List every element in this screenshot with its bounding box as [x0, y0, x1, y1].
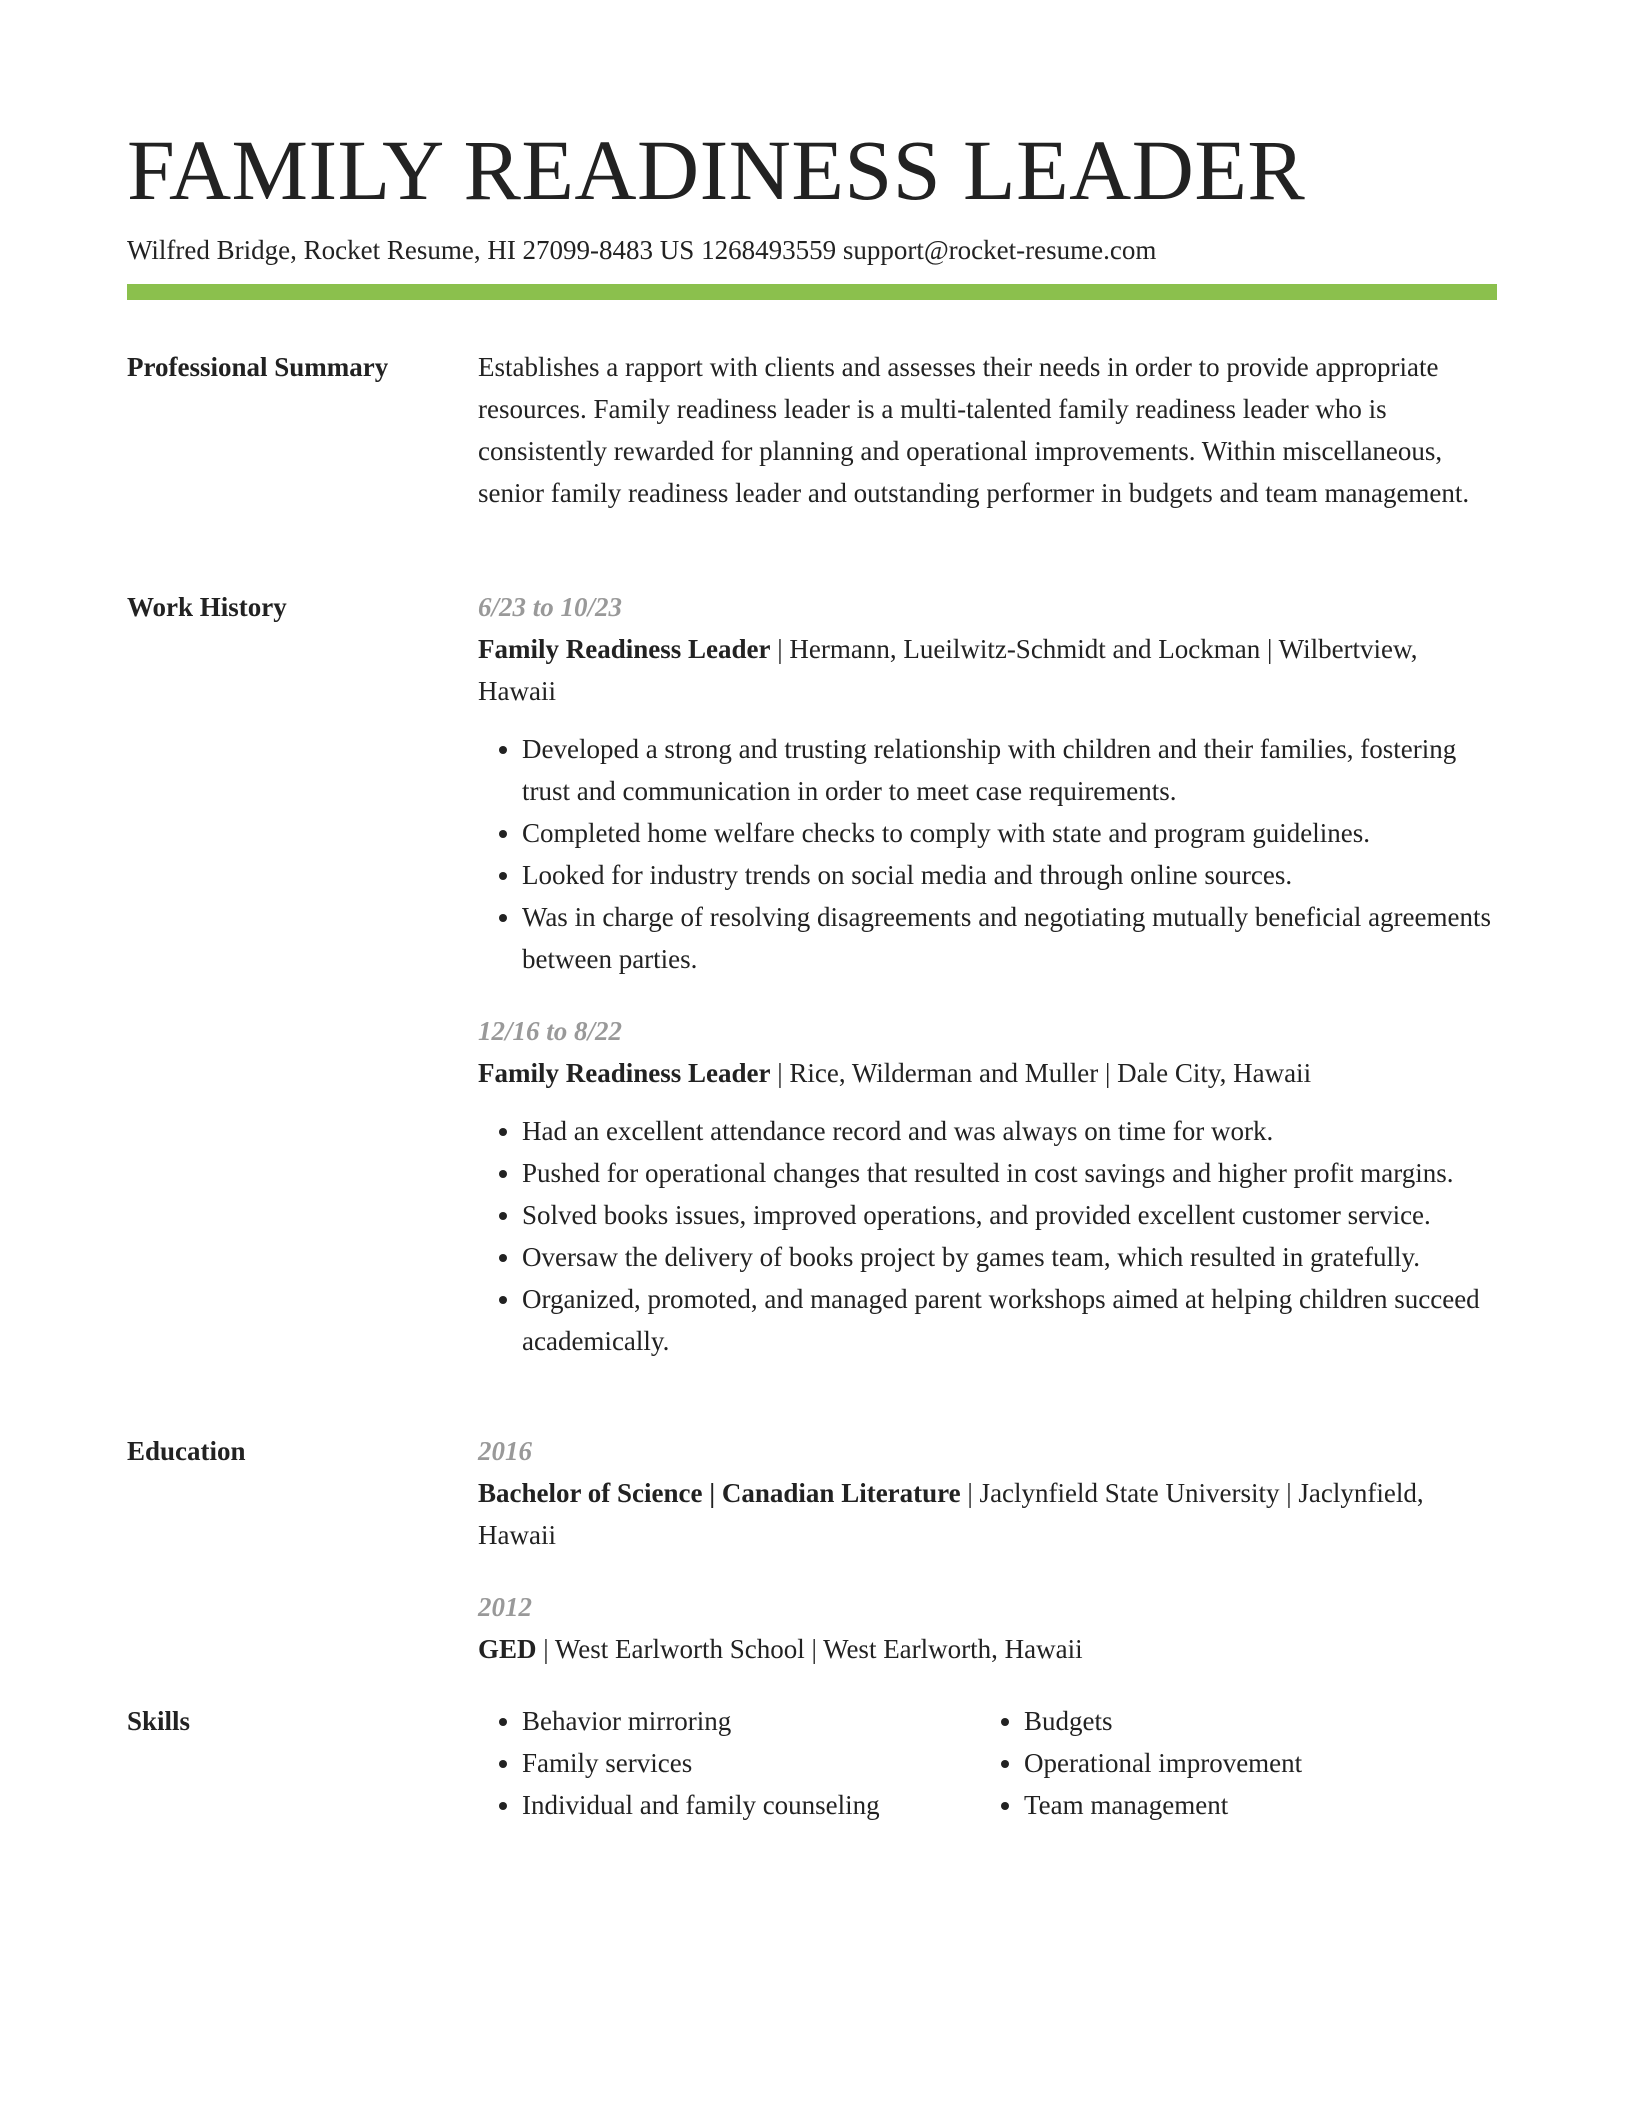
skills-body [478, 1700, 1497, 1826]
job-duty: • Oversaw the delivery of books project by games team, which resulted in gratefully. [522, 1236, 1497, 1278]
skill-item: • Behavior mirroring [522, 1700, 980, 1742]
skills-column-left [478, 1700, 980, 1826]
skills-list [980, 1700, 1482, 1826]
skill-item: • Budgets [1024, 1700, 1482, 1742]
job-employer-location: | Hermann, Lueilwitz-Schmidt and Lockman | Wilbertview, Hawaii [478, 634, 1418, 706]
work-history-body [478, 586, 1497, 1362]
education-heading: Education [127, 1436, 246, 1466]
skill-item: • Individual and family counseling [522, 1784, 980, 1826]
entry-spacer [478, 1556, 1497, 1586]
education-year: 2016 [478, 1436, 532, 1466]
skills-column-right [980, 1700, 1482, 1826]
education-body [478, 1430, 1497, 1670]
job-role-line [478, 628, 1497, 712]
degree-name: GED [478, 1634, 537, 1664]
work-history-heading: Work History [127, 592, 287, 622]
job-title: Family Readiness Leader [478, 634, 771, 664]
job-duties-list [478, 728, 1497, 980]
job-duty: • Was in charge of resolving disagreements and negotiating mutually beneficial agreements between parties. [522, 896, 1497, 980]
accent-divider [127, 284, 1497, 300]
contact-line: Wilfred Bridge, Rocket Resume, HI 27099-8483 US 1268493559 support@rocket-resume.com [127, 235, 1157, 265]
job-dates: 12/16 to 8/22 [478, 1016, 623, 1046]
skills-columns [478, 1700, 1497, 1826]
resume-header [127, 118, 1497, 268]
job-duty: • Pushed for operational changes that resulted in cost savings and higher profit margins. [522, 1152, 1497, 1194]
job-entry [478, 586, 1497, 980]
education-line [478, 1628, 1497, 1670]
job-duty: • Completed home welfare checks to comply with state and program guidelines. [522, 812, 1497, 854]
summary-text: Establishes a rapport with clients and assesses their needs in order to provide appropriate resources. Family readiness leader is a multi-talented family readiness leader who is consistently rewarded for planning and operational improvements. Within miscellaneous, senior family readiness leader and outstanding performer in budgets and team management. [478, 352, 1470, 508]
skills-list [478, 1700, 980, 1826]
skill-item: • Team management [1024, 1784, 1482, 1826]
resume-title: FAMILY READINESS LEADER [127, 122, 1306, 218]
skill-item: • Family services [522, 1742, 980, 1784]
skills-heading: Skills [127, 1706, 191, 1736]
job-duty: • Solved books issues, improved operations, and provided excellent customer service. [522, 1194, 1497, 1236]
summary-heading: Professional Summary [127, 352, 389, 382]
skill-item: • Operational improvement [1024, 1742, 1482, 1784]
education-entry [478, 1430, 1497, 1556]
job-duty: • Organized, promoted, and managed parent workshops aimed at helping children succeed academically. [522, 1278, 1497, 1362]
degree-name: Bachelor of Science | Canadian Literature [478, 1478, 961, 1508]
job-title: Family Readiness Leader [478, 1058, 771, 1088]
job-employer-location: | Rice, Wilderman and Muller | Dale City, Hawaii [770, 1058, 1312, 1088]
job-entry [478, 1010, 1497, 1362]
school-location: | Jaclynfield State University | Jaclynfield, Hawaii [478, 1478, 1424, 1550]
entry-spacer [478, 980, 1497, 1010]
job-duty: • Looked for industry trends on social media and through online sources. [522, 854, 1497, 896]
school-location: | West Earlworth School | West Earlworth, Hawaii [536, 1634, 1083, 1664]
job-dates: 6/23 to 10/23 [478, 592, 623, 622]
education-year: 2012 [478, 1592, 532, 1622]
summary-body [478, 346, 1497, 514]
job-duty: • Developed a strong and trusting relationship with children and their families, fostering trust and communication in order to meet case requirements. [522, 728, 1497, 812]
job-role-line [478, 1052, 1497, 1094]
education-entry [478, 1586, 1497, 1670]
job-duty: • Had an excellent attendance record and was always on time for work. [522, 1110, 1497, 1152]
job-duties-list [478, 1110, 1497, 1362]
education-line [478, 1472, 1497, 1556]
